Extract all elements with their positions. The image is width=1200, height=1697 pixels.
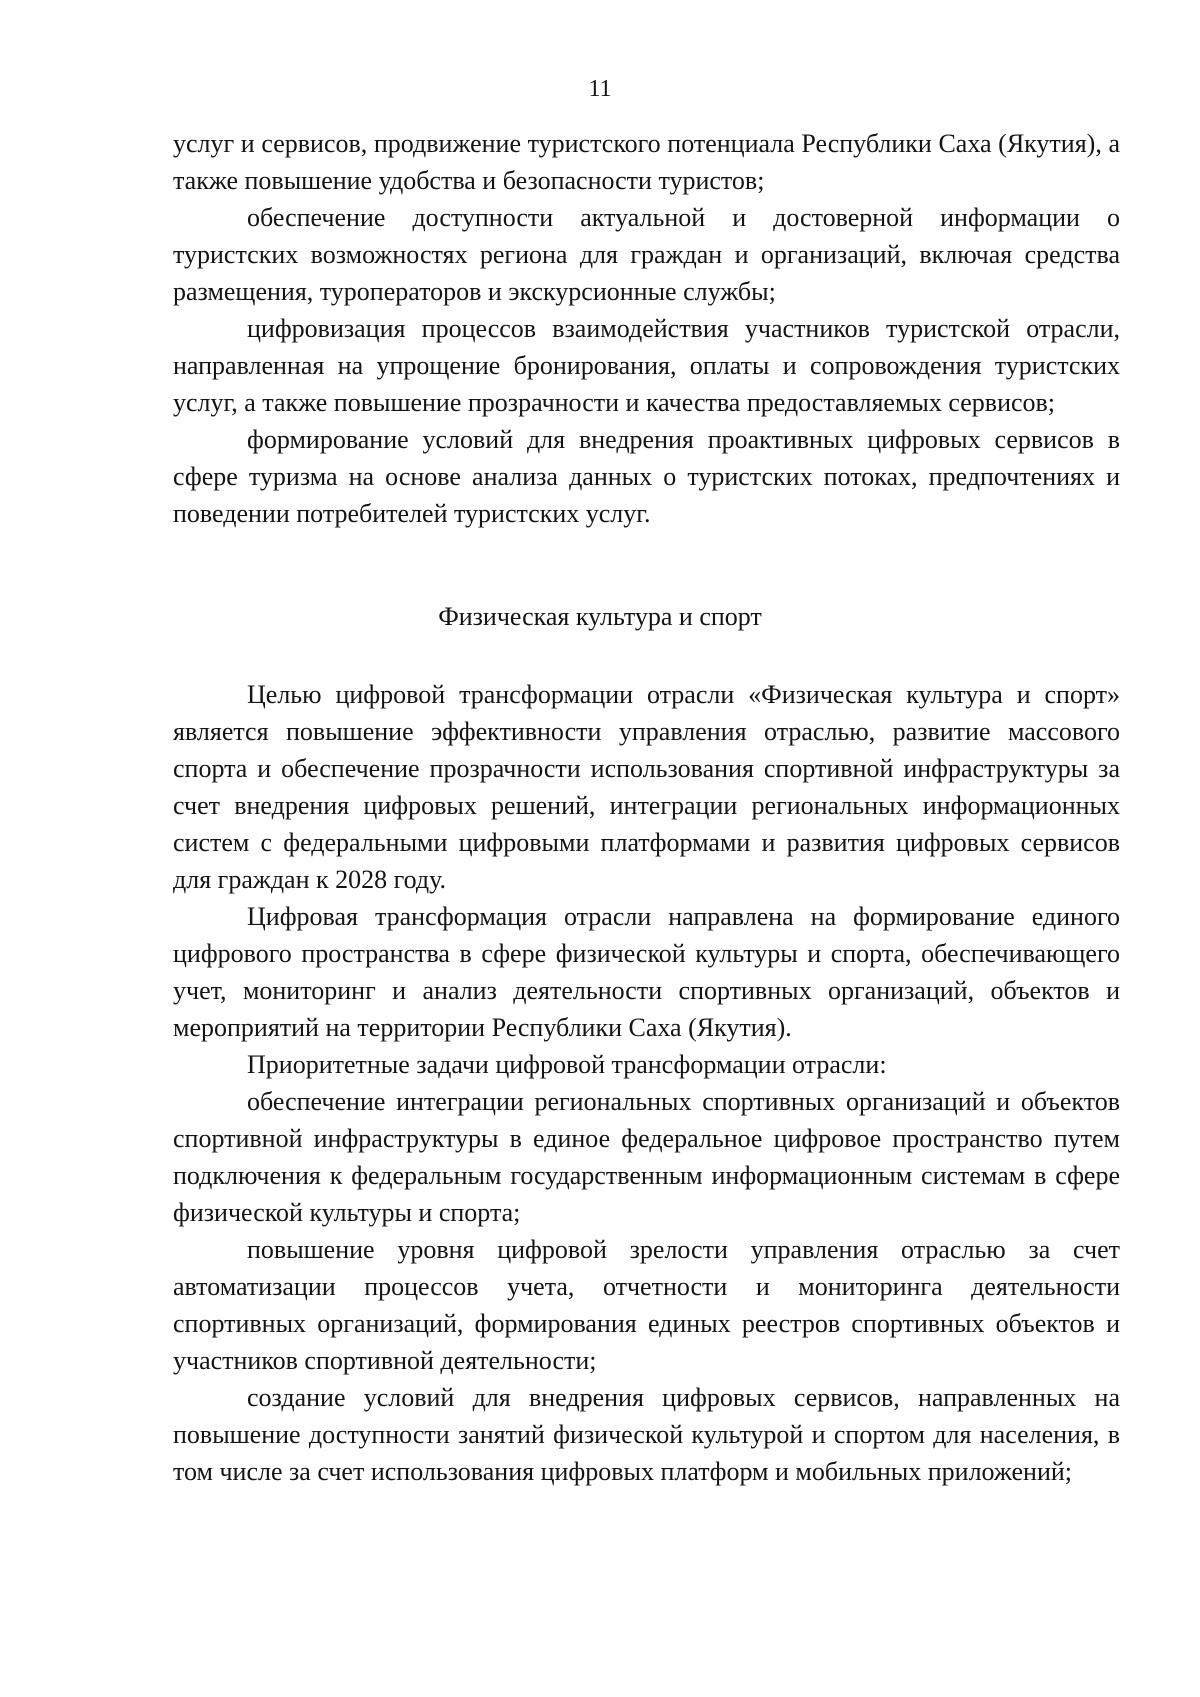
paragraph: Цифровая трансформация отрасли направлена на формирование единого цифрового пространства в сфере физической культуры и спорта, обеспечивающего учет, мониторинг и анализ деятельности спортивных организаций, объектов и мероприятий на территории Республики Саха (Якутия). [173,902,1120,1042]
list-item: создание условий для внедрения цифровых сервисов, направленных на повышение доступности занятий физической культурой и спортом для населения, в том числе за счет использования цифровых платформ и мобильных приложений; [173,1383,1120,1486]
list-item: формирование условий для внедрения проактивных цифровых сервисов в сфере туризма на основе анализа данных о туристских потоках, предпочтениях и поведении потребителей туристских услуг. [173,425,1120,528]
paragraph: Целью цифровой трансформации отрасли «Физическая культура и спорт» является повышение эффективности управления отраслью, развитие массового спорта и обеспечение прозрачности использования спортивной инфраструктуры за счет внедрения цифровых решений, интеграции региональных информационных систем с федеральными цифровыми платформами и развития цифровых сервисов для граждан к 2028 году. [173,680,1120,894]
paragraph: Приоритетные задачи цифровой трансформации отрасли: [247,1050,887,1079]
tourism-tasks-block [173,125,1120,532]
list-item: цифровизация процессов взаимодействия участников туристской отрасли, направленная на упрощение бронирования, оплаты и сопровождения туристских услуг, а также повышение прозрачности и качества предоставляемых сервисов; [173,314,1120,417]
page-number: 11 [588,76,612,102]
list-item: обеспечение доступности актуальной и достоверной информации о туристских возможностях региона для граждан и организаций, включая средства размещения, туроператоров и экскурсионные службы; [173,203,1120,306]
paragraph-continuation: услуг и сервисов, продвижение туристского потенциала Республики Саха (Якутия), а также повышение удобства и безопасности туристов; [173,129,1120,195]
section-heading: Физическая культура и спорт [438,602,762,631]
list-item: обеспечение интеграции региональных спортивных организаций и объектов спортивной инфраструктуры в единое федеральное цифровое пространство путем подключения к федеральным государственным информационным системам в сфере физической культуры и спорта; [173,1087,1120,1227]
list-item: повышение уровня цифровой зрелости управления отраслью за счет автоматизации процессов учета, отчетности и мониторинга деятельности спортивных организаций, формирования единых реестров спортивных объектов и участников спортивной деятельности; [173,1235,1120,1375]
sport-section-block [173,676,1120,1490]
